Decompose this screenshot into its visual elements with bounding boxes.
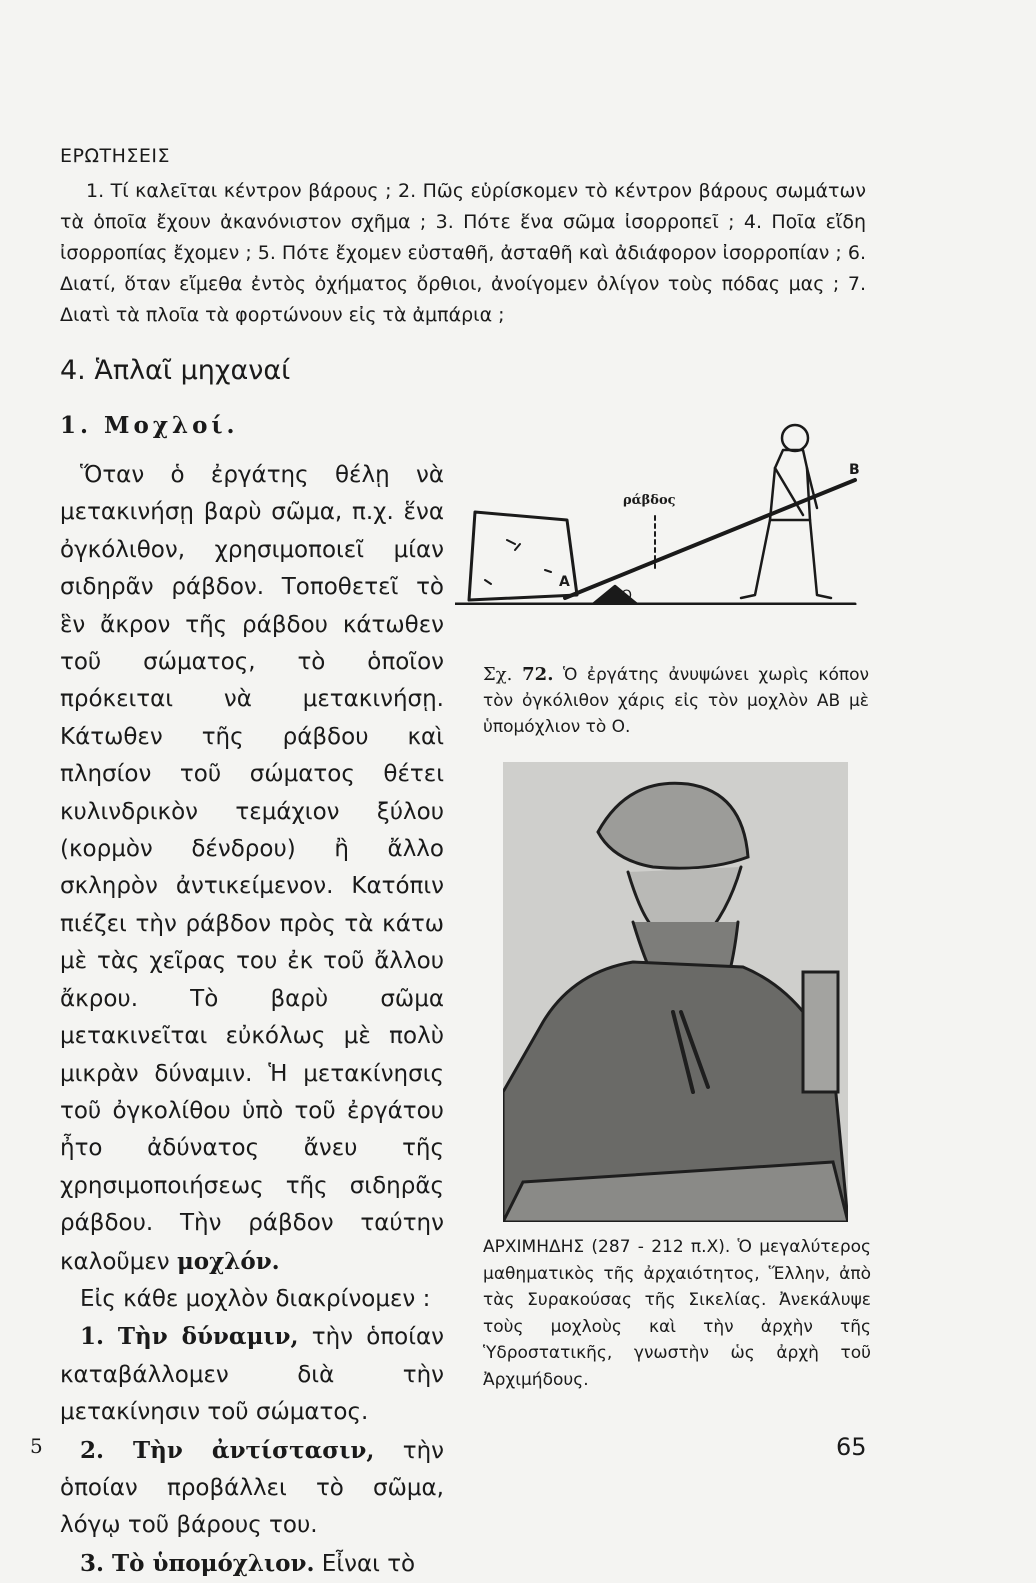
- list-item-fulcrum: [60, 1545, 444, 1583]
- lever-label-rod: ράβδος: [623, 493, 676, 508]
- worker-head: [782, 425, 808, 451]
- term-lever: μοχλόν.: [176, 1247, 280, 1275]
- list-item-resistance: [60, 1432, 444, 1545]
- paragraph-distinguish: Εἰς κάθε μοχλὸν διακρίνομεν :: [80, 1285, 431, 1312]
- paragraph-lever-description: [60, 457, 444, 1281]
- worker-legs: [741, 520, 831, 598]
- lever-label-o: Ο: [621, 588, 633, 604]
- signature-mark: 5: [30, 1434, 43, 1458]
- caption-text: Ὁ ἐργάτης ἀνυψώνει χωρὶς κόπον τὸν ὀγκόλιθον χάρις εἰς τὸν μοχλὸν ΑΒ μὲ ὑπομόχλιον τὸ Ο.: [483, 665, 869, 737]
- subsection-heading: 1. Μοχλοί.: [60, 412, 239, 439]
- list-item-force: [60, 1318, 444, 1431]
- page-number: 65: [836, 1433, 867, 1461]
- lever-label-b: Β: [849, 462, 860, 478]
- term-resistance: 2. Τὴν ἀντίστασιν,: [80, 1436, 375, 1464]
- lever-figure: [455, 420, 860, 605]
- lever-label-a: Α: [559, 574, 570, 590]
- questions-title: ΕΡΩΤΗΣΕΙΣ: [60, 145, 170, 167]
- lantern: [803, 972, 838, 1092]
- term-force: 1. Τὴν δύναμιν,: [80, 1323, 299, 1351]
- archimedes-caption: ΑΡΧΙΜΗΔΗΣ (287 - 212 π.Χ). Ὁ μεγαλύτερος μαθηματικὸς τῆς ἀρχαιότητος, Ἕλλην, ἀπὸ τὰς Συρακούσας τῆς Σικελίας. Ἀνεκάλυψε τοὺς μοχλοὺς καὶ τὴν ἀρχὴν τῆς Ὑδροστατικῆς, γνωστὴν ὡς ἀρχὴ τοῦ Ἀρχιμήδους.: [483, 1237, 871, 1390]
- fulcrum-definition: Εἶναι τὸ: [321, 1550, 416, 1577]
- caption-label: Σχ. 72.: [483, 664, 554, 685]
- term-fulcrum: 3. Τὸ ὑπομόχλιον.: [80, 1549, 315, 1577]
- resistance-definition: τὴν ὁποίαν προβάλλει τὸ σῶμα, λόγῳ τοῦ βάρους του.: [60, 1437, 444, 1539]
- archimedes-portrait: [503, 762, 848, 1222]
- questions-text: 1. Τί καλεῖται κέντρον βάρους ; 2. Πῶς εὑρίσκομεν τὸ κέντρον βάρους σωμάτων τὰ ὁποῖα ἔχουν ἀκανόνιστον σχῆμα ; 3. Πότε ἕνα σῶμα ἰσορροπεῖ ; 4. Ποῖα εἴδη ἰσορροπίας ἔχομεν ; 5. Πότε ἔχομεν εὐσταθῆ, ἀσταθῆ καὶ ἀδιάφορον ἰσορροπίαν ; 6. Διατί, ὅταν εἴμεθα ἐντὸς ὀχήματος ὄρθιοι, ἀνοίγομεν ὀλίγον τοὺς πόδας μας ; 7. Διατὶ τὰ πλοῖα τὰ φορτώνουν εἰς τὰ ἀμπάρια ;: [60, 180, 866, 326]
- main-text: [60, 457, 444, 1583]
- paragraph-lever-text: Ὅταν ὁ ἐργάτης θέλῃ νὰ μετακινήσῃ βαρὺ σῶμα, π.χ. ἕνα ὀγκόλιθον, χρησιμοποιεῖ μίαν σιδηρᾶν ράβδον. Τοποθετεῖ τὸ ἓν ἄκρον τῆς ράβδου κάτωθεν τοῦ σώματος, τὸ ὁποῖον πρόκειται νὰ μετακινήσῃ. Κάτωθεν τῆς ράβδου καὶ πλησίον τοῦ σώματος θέτει κυλινδρικὸν τεμάχιον ξύλου (κορμὸν δένδρου) ἢ ἄλλο σκληρὸν ἀντικείμενον. Κατόπιν πιέζει τὴν ράβδον πρὸς τὰ κάτω μὲ τὰς χεῖρας του ἐκ τοῦ ἄλλου ἄκρου. Τὸ βαρὺ σῶμα μετακινεῖται εὐκόλως μὲ πολὺ μικρὰν δύναμιν. Ἡ μετακίνησις τοῦ ὀγκολίθου ὑπὸ τοῦ ἐργάτου ἦτο ἀδύνατος ἄνευ τῆς χρησιμοποιήσεως τῆς σιδηρᾶς ράβδου. Τὴν ράβδον ταύτην καλοῦμεν: [60, 462, 444, 1275]
- section-heading: 4. Ἁπλαῖ μηχαναί: [60, 355, 291, 386]
- force-definition: τὴν ὁποίαν καταβάλλομεν διὰ τὴν μετακίνησιν τοῦ σώματος.: [60, 1324, 444, 1426]
- figure-72-caption: [483, 662, 869, 740]
- worker-body: [770, 450, 810, 520]
